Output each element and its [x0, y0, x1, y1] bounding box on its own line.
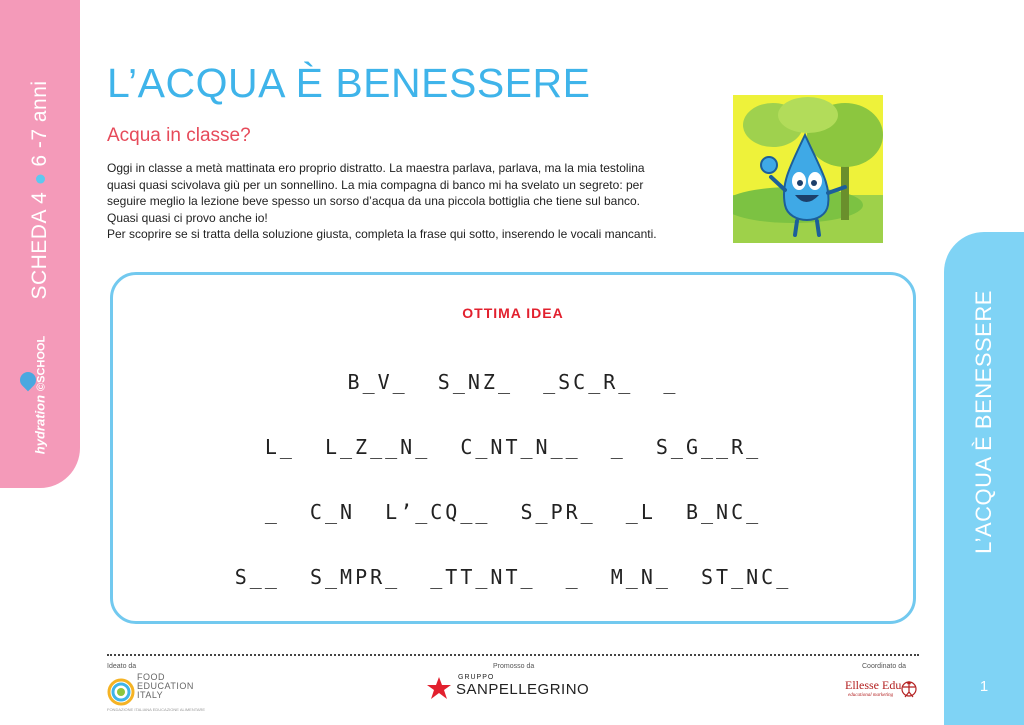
food-education-text — [137, 673, 194, 700]
ideato-label: Ideato da — [107, 663, 137, 670]
story-line: seguire meglio la lezione beve spesso un sorso d’acqua da una piccola bottiglia che tiene sul banco. — [107, 194, 641, 208]
sp-gruppo: GRUPPO — [458, 674, 495, 681]
hydration-school-logo — [33, 336, 48, 454]
page-subtitle: Acqua in classe? — [107, 125, 251, 146]
water-drop-character-illustration — [733, 95, 883, 243]
left-side-tab — [0, 0, 80, 488]
vitruvian-man-icon — [901, 678, 917, 700]
exercise-line: _ C_N L’_CQ__ S_PR_ _L B_NC_ — [264, 500, 762, 524]
promosso-label: Promosso da — [493, 663, 535, 670]
page-number: 1 — [979, 678, 989, 695]
exercise-box — [110, 272, 916, 624]
fe-word: EDUCATION — [137, 681, 194, 691]
food-education-small-text: FONDAZIONE ITALIANA EDUCAZIONE ALIMENTARE — [107, 707, 206, 712]
side-title: L’ACQUA È BENESSERE — [971, 290, 996, 554]
coordinato-label: Coordinato da — [862, 663, 906, 670]
page-title: L’ACQUA È BENESSERE — [107, 60, 591, 106]
story-line: Quasi quasi ci provo anche io! — [107, 210, 268, 225]
fe-word: ITALY — [137, 690, 164, 700]
brand-name: hydration — [32, 394, 48, 455]
fe-word: FOOD — [137, 672, 165, 682]
ellesse-edu-name: Ellesse Edu — [845, 678, 902, 692]
ellesse-edu-sub: educational marketing — [848, 693, 894, 698]
story-line: Oggi in classe a metà mattinata ero proprio distratto. La maestra parlava, parlava, ma la mia testolina — [107, 161, 645, 175]
sheet-number: SCHEDA 4 — [28, 191, 51, 300]
story-line: Per scoprire se si tratta della soluzione giusta, completa la frase qui sotto, inserendo le vocali mancanti. — [107, 227, 657, 241]
brand-school: ©SCHOOL — [35, 335, 48, 391]
exercise-line: B_V_ S_NZ_ _SC_R_ _ — [347, 370, 679, 394]
separator-dot — [36, 175, 45, 184]
exercise-title: OTTIMA IDEA — [462, 305, 564, 321]
story-line: quasi quasi scivolava giù per un sonnellino. La mia compagna di banco mi ha svelato un segreto: per — [107, 177, 644, 192]
right-side-tab — [944, 232, 1024, 725]
exercise-line: L_ L_Z__N_ C_NT_N__ _ S_G__R_ — [264, 435, 762, 459]
age-range: 6 -7 anni — [28, 80, 51, 167]
footer-divider — [107, 654, 919, 656]
sheet-info — [28, 80, 52, 299]
story-text — [107, 160, 677, 243]
exercise-line: S__ S_MPR_ _TT_NT_ _ M_N_ ST_NC_ — [234, 565, 792, 589]
sp-name: SANPELLEGRINO — [456, 681, 590, 698]
